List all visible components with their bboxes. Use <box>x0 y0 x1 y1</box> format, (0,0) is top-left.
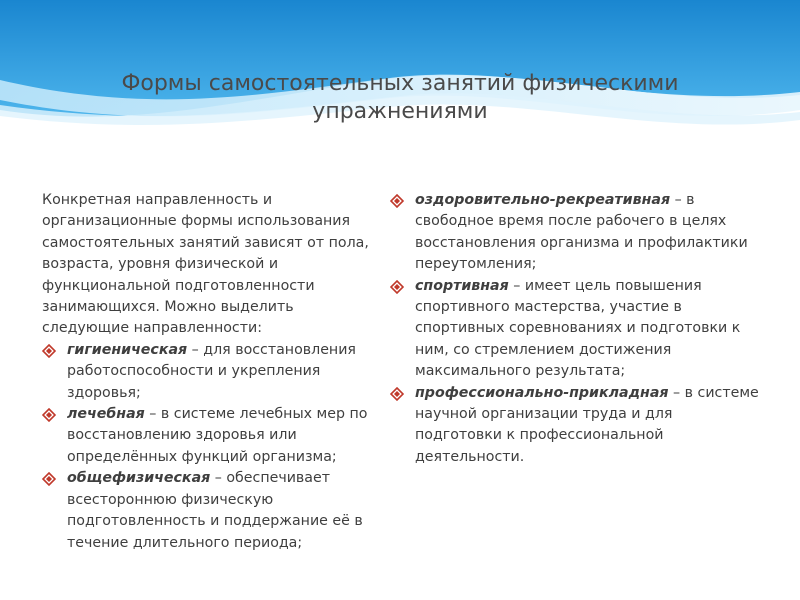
intro-paragraph: Конкретная направленность и организационные формы использования самостоятельных занятий зависят от пола, возраста, уровня физической и функциональной подготовленности занимающихся. Можно выделить следующие направленности: <box>42 192 369 337</box>
item-text: – в системе лечебных мер по восстановлению здоровья или определённых функций организма; <box>67 406 368 465</box>
item-text: – в системе научной организации труда и для подготовки к профессиональной деятельности. <box>415 384 759 465</box>
bullet-ornament-icon <box>390 387 404 401</box>
bullet-ornament-icon <box>390 194 404 208</box>
bullet-ornament-icon <box>42 408 56 422</box>
item-term: оздоровительно-рекреативная <box>415 192 671 208</box>
slide-title: Формы самостоятельных занятий физическими упражнениями <box>121 71 679 124</box>
list-item <box>42 404 372 468</box>
bullet-ornament-icon <box>42 472 56 486</box>
item-text: – для восстановления работоспособности и укрепления здоровья; <box>67 341 356 401</box>
bullet-ornament-icon <box>42 344 56 358</box>
item-term: общефизическая <box>67 470 211 487</box>
item-text: – имеет цель повышения спортивного мастерства, участие в спортивных соревнованиях и подготовки к ним, со стремлением достижения максимального результата; <box>415 277 741 380</box>
list-item <box>390 276 760 383</box>
item-text: – обеспечивает всестороннюю физическую подготовленность и поддержание её в течение длительного периода; <box>67 470 363 551</box>
item-term: профессионально-прикладная <box>415 384 669 401</box>
item-term: гигиеническая <box>67 341 188 358</box>
list-item <box>390 190 760 276</box>
item-term: лечебная <box>67 406 145 423</box>
bullet-ornament-icon <box>390 280 404 294</box>
list-item <box>390 383 760 469</box>
right-column <box>390 190 760 468</box>
list-item <box>42 468 372 554</box>
item-text: – в свободное время после рабочего в целях восстановления организма и профилактики переутомления; <box>415 192 748 273</box>
left-column <box>42 190 372 554</box>
item-term: спортивная <box>415 277 509 294</box>
list-item <box>42 340 372 404</box>
